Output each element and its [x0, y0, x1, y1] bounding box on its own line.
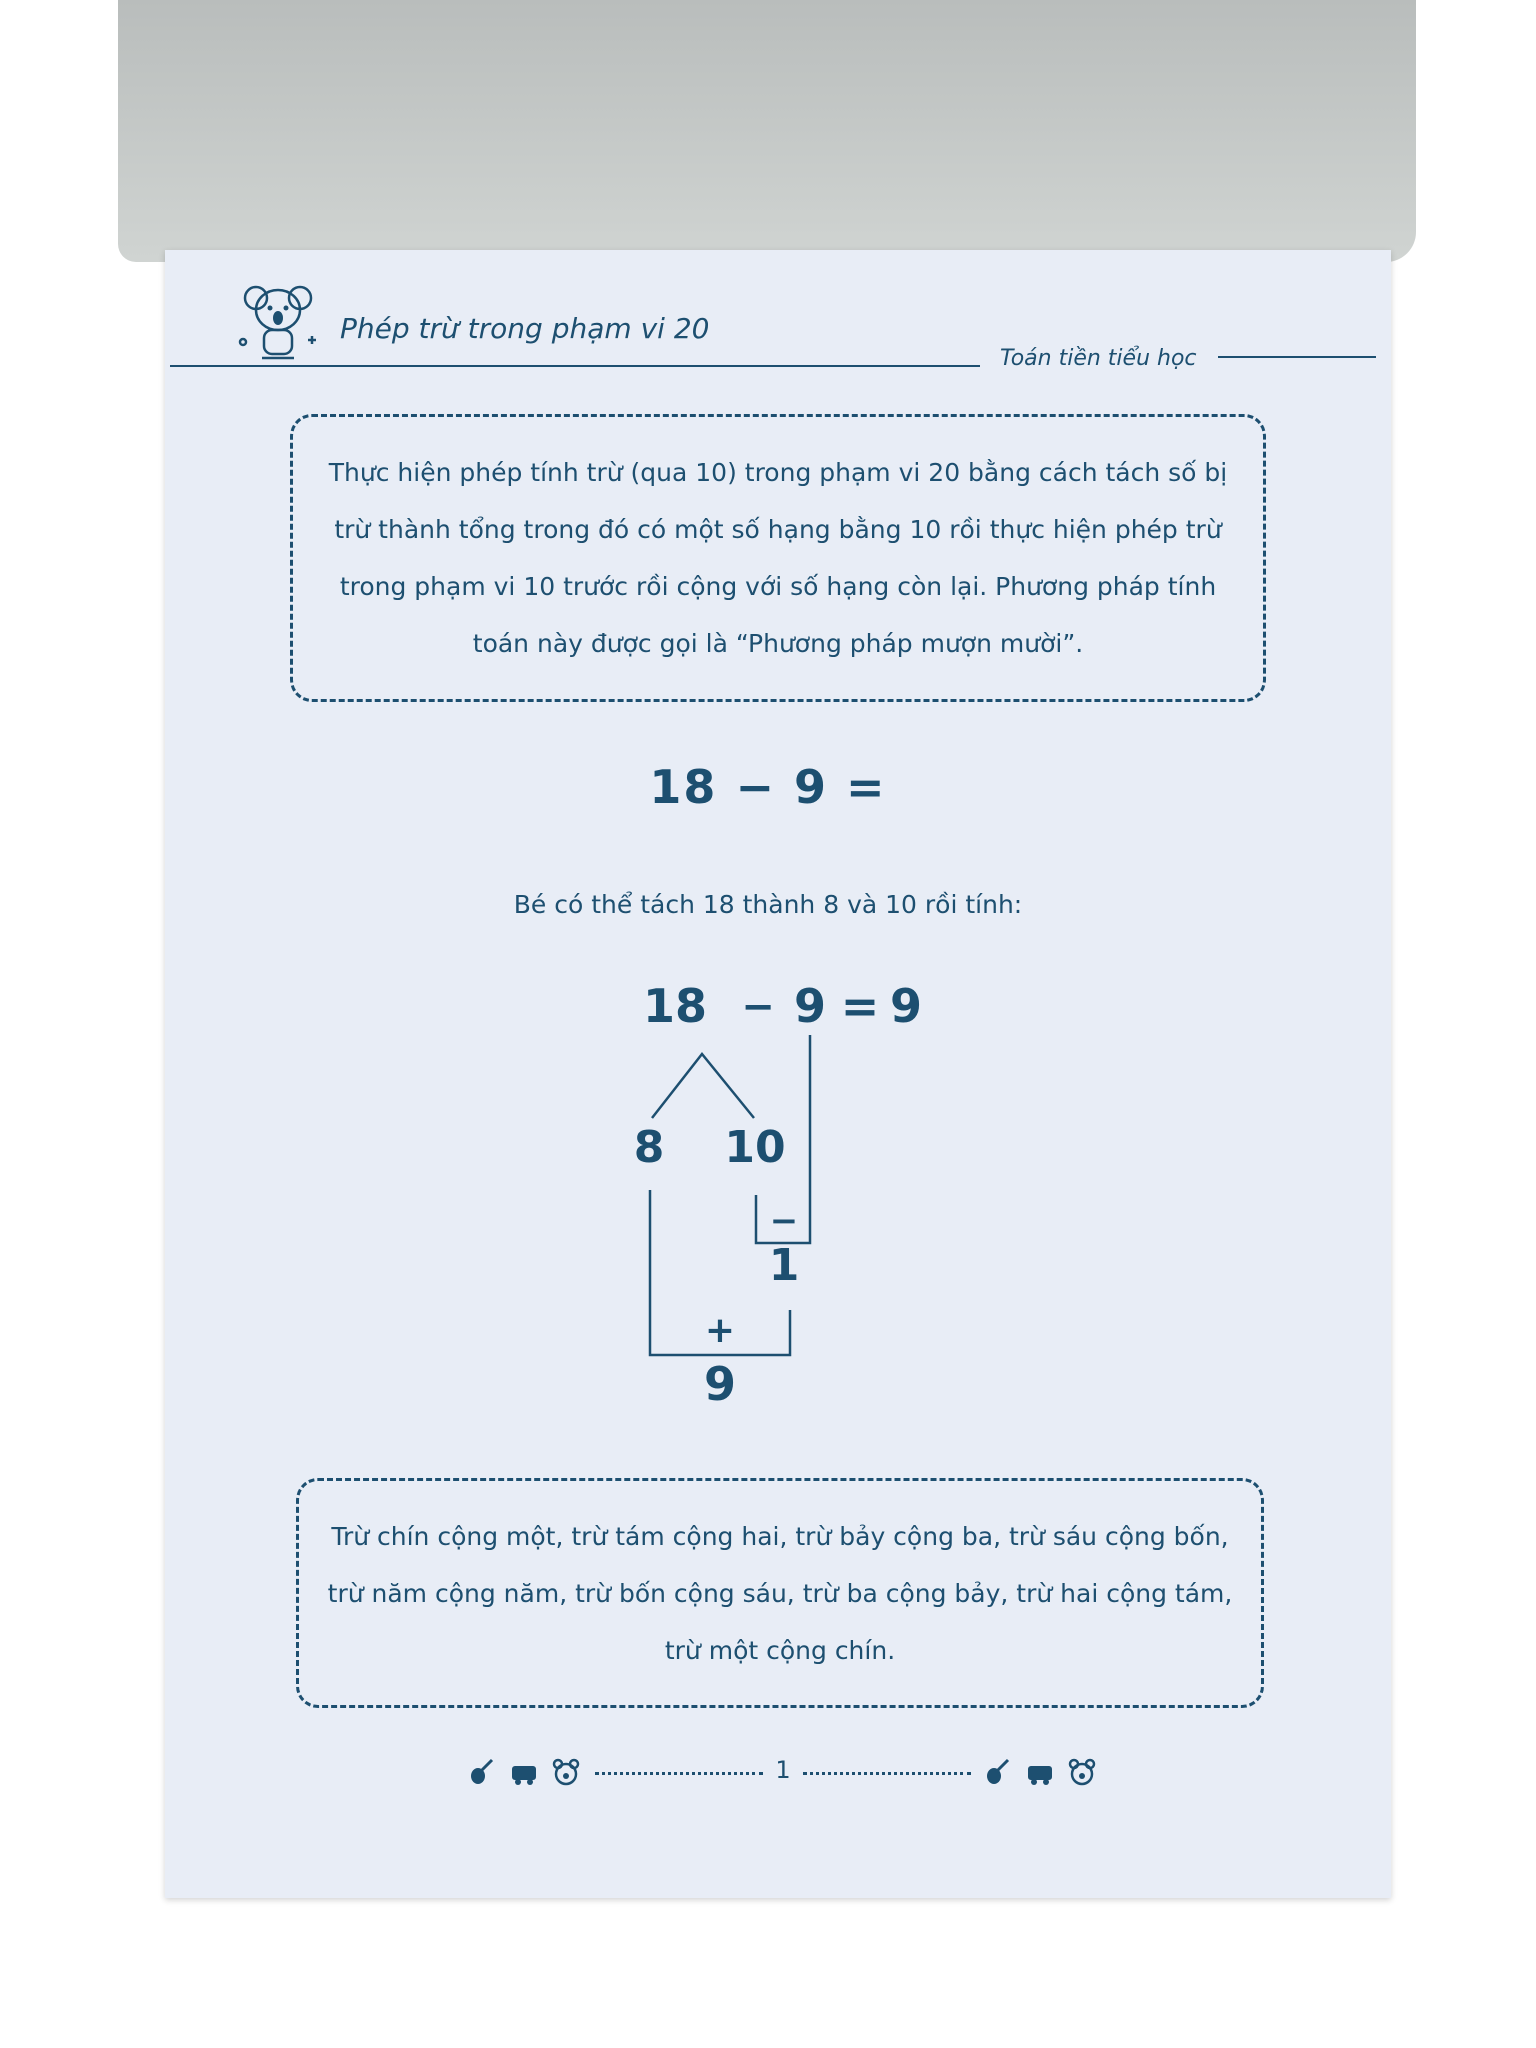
page-subtitle: Toán tiền tiểu học: [1000, 346, 1197, 371]
guitar-icon: [468, 1758, 496, 1786]
intro-note-box: [290, 414, 1266, 702]
bear-icon: [1068, 1758, 1096, 1786]
footer-dotted-rule-right: [803, 1772, 971, 1775]
problem-equation: 18 − 9 =: [649, 760, 887, 814]
intro-note-text: Thực hiện phép tính trừ (qua 10) trong phạm vi 20 bằng cách tách số bị trừ thành tổng trong đó có một số hạng bằng 10 rồi thực hiện phép trừ trong phạm vi 10 trước rồi cộng với số hạng còn lại. Phương pháp tính toán này được gọi là “Phương pháp mượn mười”.: [328, 458, 1228, 658]
diagram-subtrahend: 9: [793, 980, 827, 1033]
header-rule-left: [170, 365, 980, 367]
page-title: Phép trừ trong phạm vi 20: [340, 312, 710, 345]
diagram-plus-sign: +: [704, 1310, 736, 1351]
hint-text: Bé có thể tách 18 thành 8 và 10 rồi tính:: [513, 890, 1023, 919]
diagram-inner-result: 1: [768, 1240, 800, 1291]
diagram-result: 9: [889, 980, 923, 1033]
diagram-equals-sign: =: [840, 980, 880, 1033]
footer-dotted-rule-left: [595, 1772, 763, 1775]
koala-mascot-icon: [238, 280, 328, 370]
split-branch-lines: [652, 1054, 754, 1118]
rule-note-text: Trừ chín cộng một, trừ tám cộng hai, trừ bảy cộng ba, trừ sáu cộng bốn, trừ năm cộng năm, trừ bốn cộng sáu, trừ ba cộng bảy, trừ hai cộng tám, trừ một cộng chín.: [327, 1521, 1233, 1665]
diagram-minuend: 18: [642, 980, 708, 1033]
book-cover-flap: [118, 0, 1416, 262]
header-rule-right: [1218, 356, 1376, 358]
diagram-part-left: 8: [633, 1122, 665, 1173]
train-icon: [510, 1758, 538, 1786]
bear-icon: [552, 1758, 580, 1786]
rule-note-box: [296, 1478, 1264, 1708]
borrow-ten-diagram: [620, 980, 940, 1420]
diagram-inner-minus: −: [769, 1201, 799, 1241]
train-icon: [1026, 1758, 1054, 1786]
diagram-part-right: 10: [724, 1122, 786, 1173]
diagram-minus-sign: −: [741, 984, 775, 1030]
page-number: 1: [775, 1756, 791, 1784]
guitar-icon: [984, 1758, 1012, 1786]
diagram-final-sum: 9: [703, 1357, 737, 1411]
